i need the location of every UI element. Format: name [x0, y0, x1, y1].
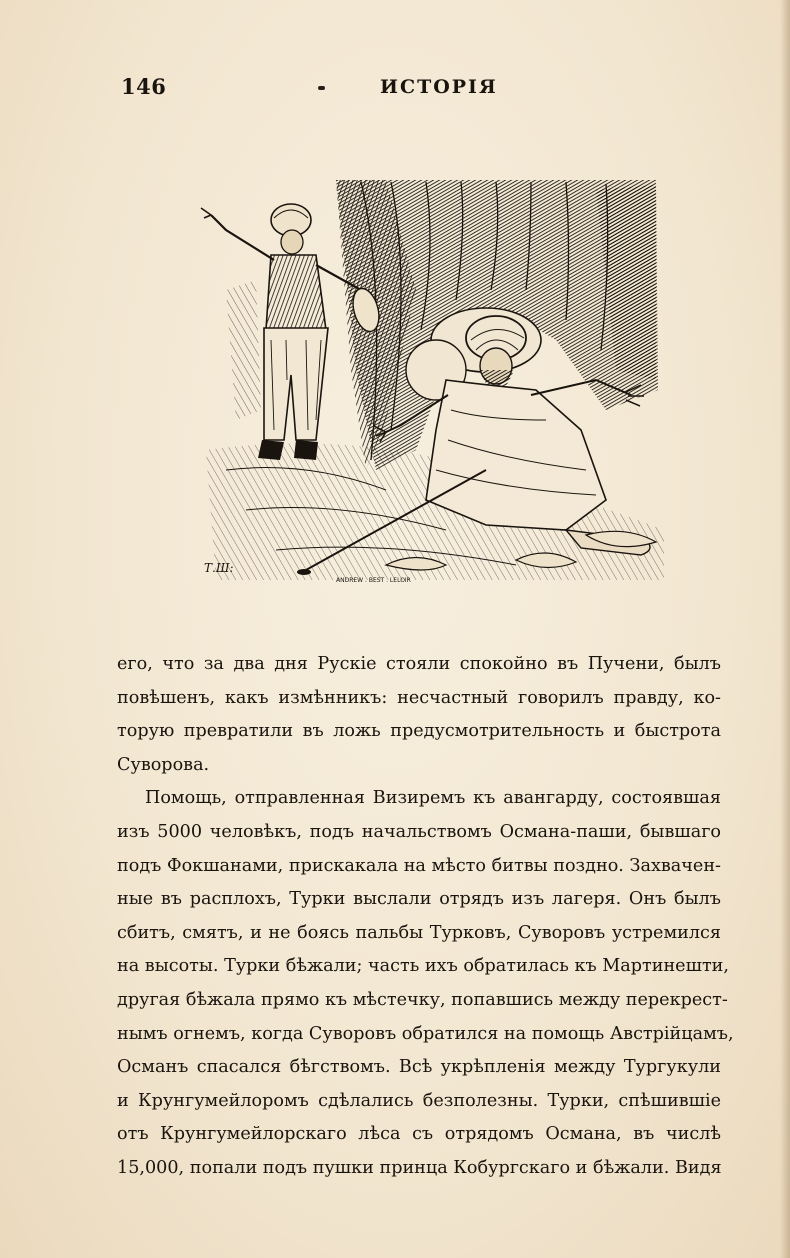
text-line: отъ Крунгумейлорскаго лѣса съ отрядомъ Османа, въ числѣ [117, 1124, 721, 1145]
text-line: на высоты. Турки бѣжали; часть ихъ обратилась къ Мартинешти, [117, 956, 730, 977]
engraver-credit: ANDREW . BEST . LELOIR [336, 577, 411, 584]
header-ornament [318, 86, 325, 90]
engraving-illustration [186, 170, 664, 590]
text-line: Суворова. [117, 754, 210, 775]
text-line: подъ Фокшанами, прискакала на мѣсто битвы поздно. Захвачен- [117, 855, 721, 876]
artist-signature: Т.Ш: [204, 561, 234, 575]
text-line: и Крунгумейлоромъ сдѣлались безполезны. Турки, спѣшившіе [117, 1090, 721, 1111]
text-line: Османъ спасался бѣгствомъ. Всѣ укрѣпленія между Тургукули [117, 1057, 721, 1078]
body-text [117, 648, 734, 1186]
text-line: сбитъ, смятъ, и не боясь пальбы Турковъ, Суворовъ устремился [117, 922, 721, 943]
page-edge-shadow [780, 0, 790, 1258]
page-number: 146 [121, 74, 167, 99]
text-line: ные въ расплохъ, Турки выслали отрядъ изъ лагеря. Онъ былъ [117, 889, 721, 910]
text-line: нымъ огнемъ, когда Суворовъ обратился на помощь Австрійцамъ, [117, 1023, 734, 1044]
running-title: ИСТОРІЯ [380, 76, 498, 98]
text-line: Помощь, отправленная Визиремъ къ авангарду, состоявшая [145, 788, 721, 809]
text-line: изъ 5000 человѣкъ, подъ начальствомъ Османа-паши, бывшаго [117, 821, 721, 842]
text-line: 15,000, попали подъ пушки принца Кобургскаго и бѣжали. Видя [117, 1157, 722, 1178]
text-line: другая бѣжала прямо къ мѣстечку, попавшись между перекрест- [117, 989, 728, 1010]
text-line: его, что за два дня Рускіе стояли спокойно въ Пучени, былъ [117, 654, 721, 674]
text-line: повѣшенъ, какъ измѣнникъ: несчастный говорилъ правду, ко- [117, 687, 721, 708]
text-line: торую превратили въ ложь предусмотрительность и быстрота [117, 721, 721, 742]
